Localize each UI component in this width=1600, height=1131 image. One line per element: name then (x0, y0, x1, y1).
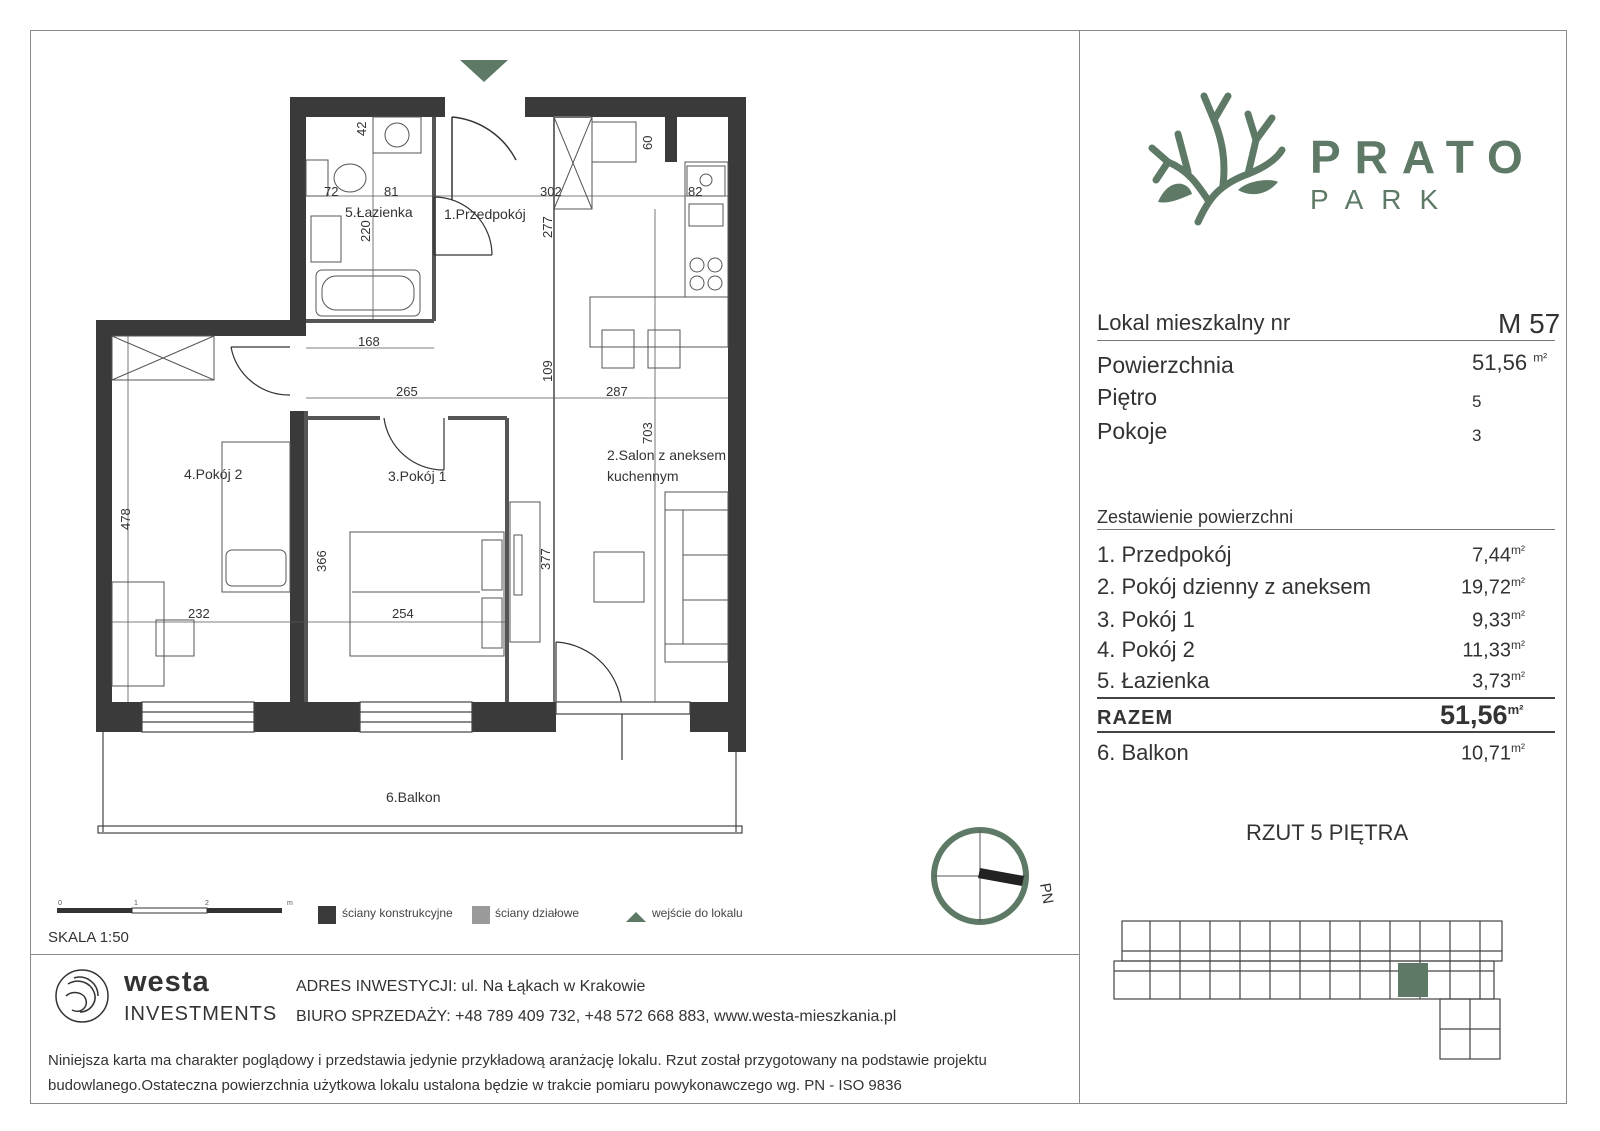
kitchen (554, 117, 728, 368)
entrance-marker-icon (460, 60, 508, 82)
summary-row-label: 4. Pokój 2 (1097, 637, 1195, 662)
dim-377: 377 (538, 548, 553, 570)
summary-row-value-group (1405, 543, 1525, 568)
rooms-value: 3 (1472, 426, 1482, 445)
room-label-salon-2: kuchennym (607, 468, 679, 484)
summary-row-value: 3,73 (1472, 670, 1511, 693)
m2-unit: m² (1511, 638, 1525, 652)
north-arrow-icon (978, 868, 1024, 886)
legend-structural-swatch (318, 906, 336, 924)
scale-bar (57, 900, 293, 913)
dim-60: 60 (640, 135, 655, 150)
brand-name-line2: PARK (1310, 184, 1457, 215)
key-plan (1110, 915, 1550, 1075)
bed (350, 532, 504, 656)
m2-unit: m² (1511, 741, 1525, 755)
dim-265: 265 (396, 384, 418, 399)
room-label-balkon: 6.Balkon (386, 789, 441, 805)
dim-703: 703 (640, 422, 655, 444)
scale-label: SKALA 1:50 (48, 929, 129, 946)
floor-label: Piętro (1097, 384, 1158, 410)
compass-label: PN (1036, 881, 1057, 906)
dim-478: 478 (118, 508, 133, 530)
disclaimer-line1: Niniejsza karta ma charakter poglądowy i przedstawia jedynie przykładową aranżację lokalu. Rzut został przygotowany na podstawie projektu (48, 1052, 987, 1069)
room-label-pokoj2: 4.Pokój 2 (184, 466, 243, 482)
dim-232: 232 (188, 606, 210, 621)
summary-row-value: 11,33 (1462, 639, 1511, 662)
prato-park-tree-icon (1148, 90, 1288, 230)
scale-tick-1: 1 (134, 900, 138, 907)
room-label-lazienka: 5.Łazienka (345, 204, 413, 220)
balcony (98, 732, 742, 833)
m2-unit: m² (1511, 669, 1525, 683)
floor-value: 5 (1472, 392, 1482, 411)
company-subtitle: INVESTMENTS (124, 1003, 278, 1025)
summary-divider (1097, 529, 1555, 530)
total-value-group (1440, 700, 1523, 731)
total-divider-bottom (1097, 731, 1555, 733)
scale-tick-0: 0 (58, 900, 62, 907)
highlighted-unit (1398, 963, 1428, 997)
m2-unit: m² (1511, 543, 1525, 557)
m2-unit: m² (1511, 575, 1525, 589)
entry-door (452, 117, 516, 200)
dim-366: 366 (314, 550, 329, 572)
area-value-group (1472, 350, 1547, 376)
pokoj2-furniture (112, 336, 290, 686)
area-label: Powierzchnia (1097, 352, 1234, 378)
windows (142, 702, 690, 732)
footer-divider (30, 954, 1080, 955)
summary-row-value-group (1405, 608, 1525, 633)
compass (934, 830, 1056, 922)
m2-unit: m² (1507, 702, 1524, 717)
scale-tick-2: 2 (205, 900, 209, 907)
room-label-pokoj1: 3.Pokój 1 (388, 468, 447, 484)
m2-unit: m² (1511, 608, 1525, 622)
summary-row-value: 7,44 (1472, 544, 1511, 567)
summary-row-label: 3. Pokój 1 (1097, 607, 1195, 632)
unit-label: Lokal mieszkalny nr (1097, 310, 1291, 335)
dim-220: 220 (358, 220, 373, 242)
summary-row-label: 5. Łazienka (1097, 668, 1210, 693)
investment-address: ADRES INWESTYCJI: ul. Na Łąkach w Krakowie (296, 978, 646, 995)
legend-partition-label: ściany działowe (495, 906, 580, 920)
dim-287: 287 (606, 384, 628, 399)
dim-277: 277 (540, 216, 555, 238)
room-label-przedpokoj: 1.Przedpokój (444, 206, 526, 222)
dim-254: 254 (392, 606, 414, 621)
summary-row-value-group (1405, 638, 1525, 663)
total-label: RAZEM (1097, 707, 1174, 729)
summary-row-value-group (1405, 575, 1525, 600)
unit-divider (1097, 340, 1555, 341)
legend-structural-label: ściany konstrukcyjne (342, 906, 453, 920)
dim-82: 82 (688, 184, 703, 199)
dim-42: 42 (354, 121, 369, 136)
summary-row-label: 2. Pokój dzienny z aneksem (1097, 574, 1371, 599)
westa-logo-icon (54, 968, 110, 1024)
legend-partition-swatch (472, 906, 490, 924)
summary-row-value: 9,33 (1472, 609, 1511, 632)
summary-title: Zestawienie powierzchni (1097, 507, 1294, 527)
summary-row-value: 19,72 (1460, 576, 1511, 599)
balcony-value: 10,71 (1460, 742, 1511, 765)
disclaimer-line2: budowlanego.Ostateczna powierzchnia użytkowa lokalu ustalona będzie w trakcie pomiaru powykonawczego wg. PN - ISO 9836 (48, 1077, 902, 1094)
legend-entrance-label: wejście do lokalu (652, 906, 743, 920)
area-unit: m² (1533, 350, 1548, 365)
dim-109: 109 (540, 360, 555, 382)
sales-office: BIURO SPRZEDAŻY: +48 789 409 732, +48 572 668 883, www.westa-mieszkania.pl (296, 1008, 897, 1025)
floor-title: RZUT 5 PIĘTRA (1246, 820, 1409, 845)
dim-81: 81 (384, 184, 399, 199)
room-label-salon-1: 2.Salon z aneksem (607, 447, 727, 463)
balcony-label: 6. Balkon (1097, 740, 1189, 765)
brand-name-line1: PRATO (1310, 131, 1537, 183)
dim-302: 302 (540, 184, 562, 199)
dim-168: 168 (358, 334, 380, 349)
scale-tick-m: m (287, 900, 293, 907)
salon-furniture (510, 492, 728, 662)
summary-row-value-group (1405, 669, 1525, 694)
summary-row-label: 1. Przedpokój (1097, 542, 1232, 567)
company-name: westa (124, 966, 210, 998)
area-value: 51,56 (1472, 350, 1528, 375)
total-divider-top (1097, 697, 1555, 699)
unit-number: M 57 (1498, 308, 1561, 339)
balcony-value-group (1405, 741, 1525, 766)
dim-72: 72 (324, 184, 339, 199)
legend-entrance-icon (626, 912, 646, 922)
total-value: 51,56 (1440, 700, 1508, 730)
rooms-label: Pokoje (1097, 418, 1168, 444)
